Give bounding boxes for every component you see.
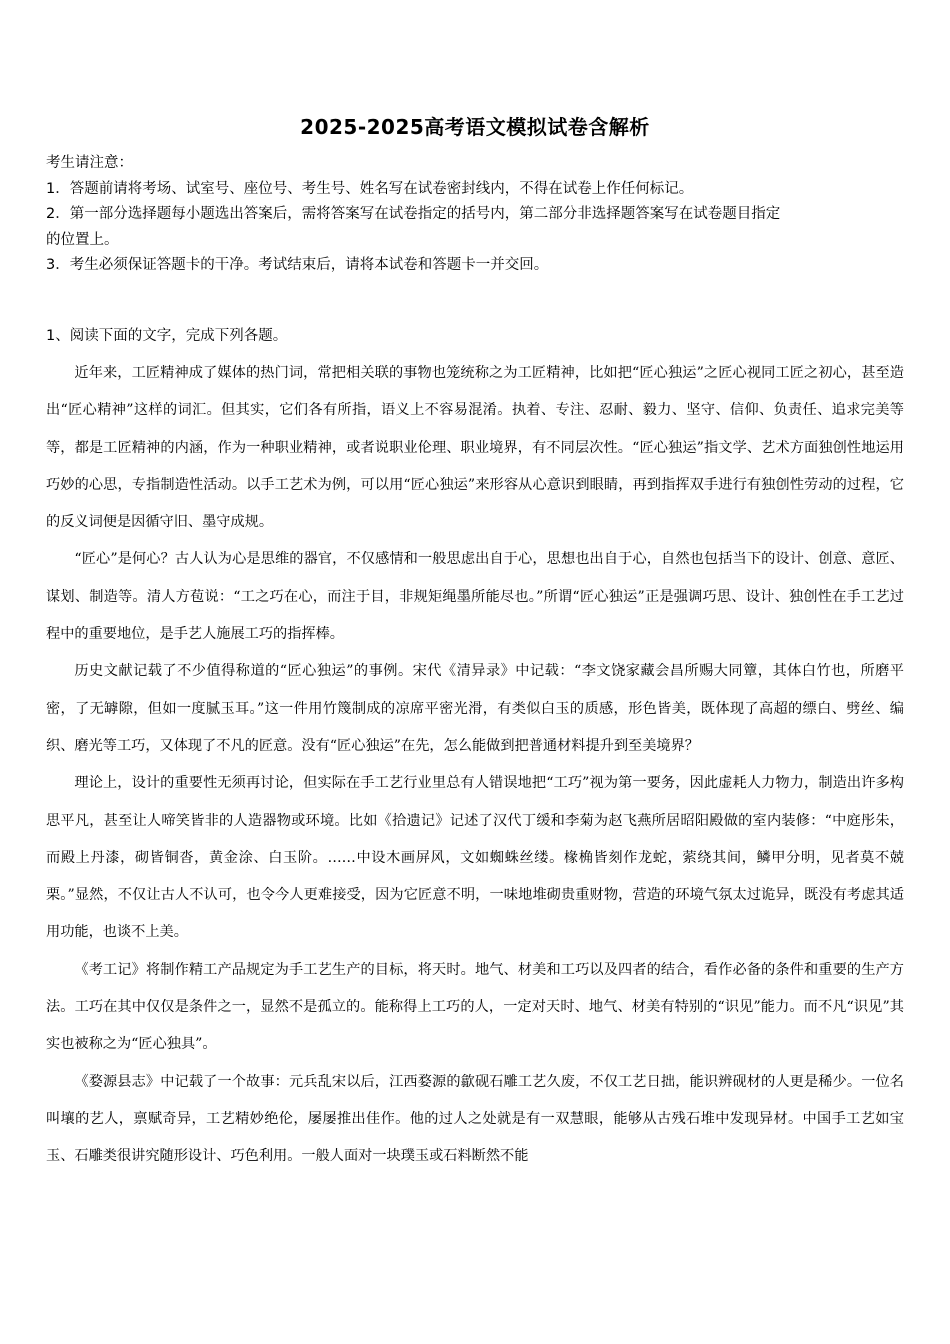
notes-item-1: 1．答题前请将考场、试室号、座位号、考生号、姓名写在试卷密封线内，不得在试卷上作任何标记。	[46, 180, 694, 197]
passage-paragraph: 历史文献记载了不少值得称道的“匠心独运”的事例。宋代《清异录》中记载：“李文饶家藏会昌所赐大同簟，其体白竹也，所磨平密，了无罅隙，但如一度腻玉耳。”这一件用竹篾制成的凉席平密光滑，有类似白玉的质感，形色皆美，既体现了高超的缥白、劈丝、编织、磨光等工巧，又体现了不凡的匠意。没有“匠心独运”在先，怎么能做到把普通材料提升到至美境界？	[46, 663, 904, 754]
notes-item-3: 3．考生必须保证答题卡的干净。考试结束后，请将本试卷和答题卡一并交回。	[46, 257, 549, 273]
passage-paragraph: 近年来，工匠精神成了媒体的热门词，常把相关联的事物也笼统称之为工匠精神，比如把“匠心独运”之匠心视同工匠之初心，甚至造出“匠心精神”这样的词汇。但其实，它们各有所指，语义上不容易混淆。执着、专注、忍耐、毅力、坚守、信仰、负责任、追求完美等等，都是工匠精神的内涵，作为一种职业精神，或者说职业伦理、职业境界，有不同层次性。“匠心独运”指文学、艺术方面独创性地运用巧妙的心思，专指制造性活动。以手工艺术为例，可以用“匠心独运”来形容从心意识到眼睛，再到指挥双手进行有独创性劳动的过程，它的反义词便是因循守旧、墨守成规。	[46, 365, 904, 531]
reading-passage	[46, 355, 904, 1176]
notes-item-2-continued: 的位置上。	[46, 231, 119, 248]
exam-notes	[46, 151, 906, 279]
notes-heading: 考生请注意：	[46, 155, 133, 171]
page-title: 2025-2025高考语文模拟试卷含解析	[300, 115, 650, 139]
passage-paragraph: “匠心”是何心？古人认为心是思维的器官，不仅感情和一般思虑出自于心，思想也出自于心，自然也包括当下的设计、创意、意匠、谋划、制造等。清人方苞说：“工之巧在心，而注于目，非规矩绳墨所能尽也。”所谓“匠心独运”正是强调巧思、设计、独创性在手工艺过程中的重要地位，是手艺人施展工巧的指挥棒。	[46, 551, 904, 643]
passage-paragraph: 《考工记》将制作精工产品规定为手工艺生产的目标，将天时。地气、材美和工巧以及四者的结合，看作必备的条件和重要的生产方法。工巧在其中仅仅是条件之一，显然不是孤立的。能称得上工巧的人，一定对天时、地气、材美有特别的“识见”能力。而不凡“识见”其实也被称之为“匠心独具”。	[46, 961, 904, 1053]
notes-item-2: 2．第一部分选择题每小题选出答案后，需将答案写在试卷指定的括号内，第二部分非选择题答案写在试卷题目指定	[46, 206, 781, 222]
passage-paragraph: 理论上，设计的重要性无须再讨论，但实际在手工艺行业里总有人错误地把“工巧”视为第一要务，因此虚耗人力物力，制造出许多构思平凡，甚至让人啼笑皆非的人造器物或环境。比如《拾遗记》记述了汉代丁缓和李菊为赵飞燕所居昭阳殿做的室内装修：“中庭彤朱，而殿上丹漆，砌皆铜沓，黄金涂、白玉阶。……中设木画屏风，文如蜘蛛丝缕。椽桷皆刻作龙蛇，萦绕其间，鳞甲分明，见者莫不兢栗。”显然，不仅让古人不认可，也令今人更难接受，因为它匠意不明，一味地堆砌贵重财物，营造的环境气氛太过诡异，既没有考虑其适用功能，也谈不上美。	[46, 775, 904, 941]
question-prompt: 1、阅读下面的文字，完成下列各题。	[46, 328, 288, 344]
passage-paragraph: 《婺源县志》中记载了一个故事：元兵乱宋以后，江西婺源的歙砚石雕工艺久废，不仅工艺日拙，能识辨砚材的人更是稀少。一位名叫壤的艺人，禀赋奇异，工艺精妙绝伦，屡屡推出佳作。他的过人之处就是有一双慧眼，能够从古残石堆中发现异材。中国手工艺如宝玉、石雕类很讲究随形设计、巧色利用。一般人面对一块璞玉或石料断然不能	[46, 1073, 904, 1165]
